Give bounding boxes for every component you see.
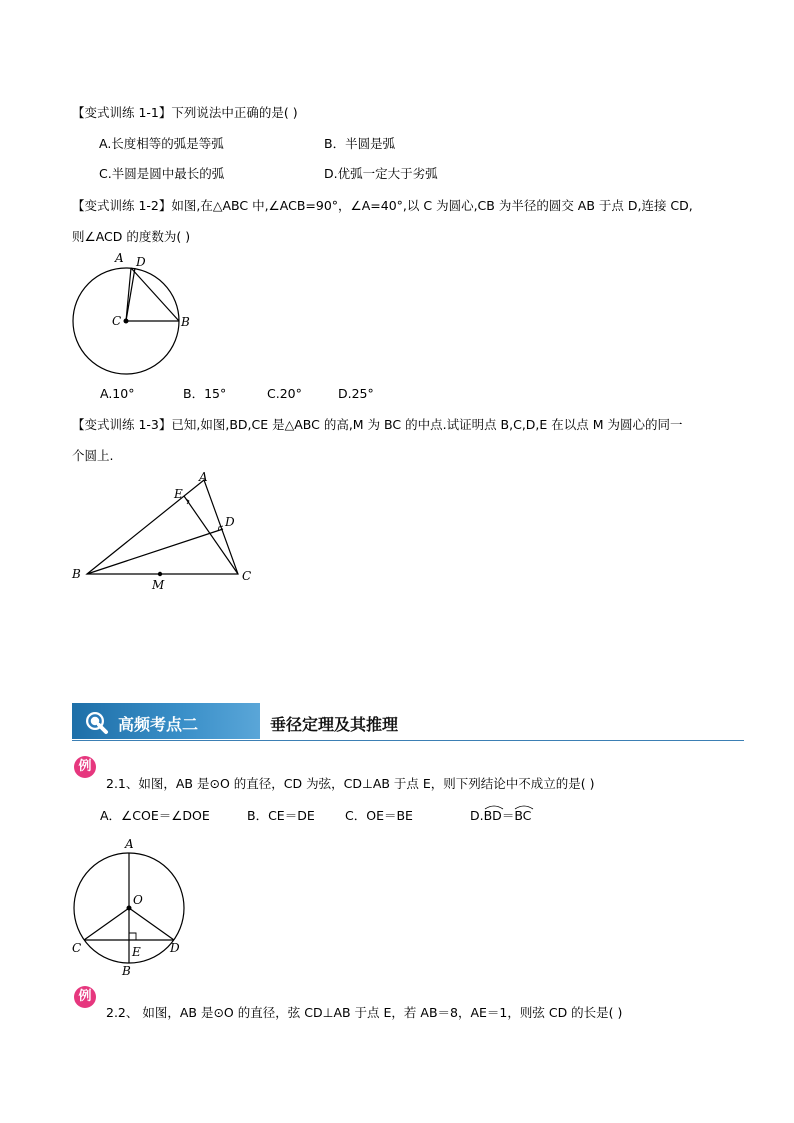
label-e: E: [132, 945, 141, 959]
label-d: D: [136, 255, 146, 269]
example-2-1-option-b: B．CE＝DE: [247, 808, 315, 823]
example-2-1-option-d: D. BD＝ BC: [470, 808, 532, 823]
label-b: B: [122, 964, 131, 978]
exercise-1-3-stem-line2: 个圆上.: [72, 448, 114, 463]
exercise-1-1-option-d: D.优弧一定大于劣弧: [324, 166, 438, 181]
label-e: E: [174, 487, 183, 501]
label-c: C: [242, 569, 252, 583]
circle-figure-1-2: [70, 250, 200, 380]
label-a: A: [199, 470, 208, 484]
exercise-1-1-option-a: A.长度相等的弧是等弧: [99, 136, 224, 151]
magnifier-icon: [82, 709, 112, 735]
banner-title: 高频考点二: [118, 715, 199, 734]
exercise-1-1-stem: 【变式训练 1-1】下列说法中正确的是( ): [72, 105, 298, 120]
exercise-1-1-option-b: B．半圆是弧: [324, 136, 396, 151]
exercise-1-2-stem-line1: 【变式训练 1-2】如图,在△ABC 中,∠ACB=90°，∠A=40°,以 C 为圆心,CB 为半径的圆交 AB 于点 D,连接 CD,: [72, 198, 693, 213]
exercise-1-2-option-c: C.20°: [267, 386, 302, 401]
triangle-figure-1-3: [68, 470, 258, 595]
label-a: A: [125, 837, 134, 851]
exercise-1-1-option-c: C.半圆是圆中最长的弧: [99, 166, 225, 181]
example-2-1-option-a: A．∠COE＝∠DOE: [100, 808, 210, 823]
circle-figure-2-1: [66, 832, 196, 980]
label-c: C: [112, 314, 122, 328]
exercise-1-2-option-b: B．15°: [183, 386, 227, 401]
section-divider: [72, 740, 744, 741]
label-a: A: [115, 251, 124, 265]
label-o: O: [133, 893, 143, 907]
label-b: B: [181, 315, 190, 329]
label-c: C: [72, 941, 82, 955]
label-d: D: [225, 515, 235, 529]
example-badge: 例: [74, 756, 96, 778]
label-m: M: [152, 578, 165, 592]
example-2-1-option-c: C．OE＝BE: [345, 808, 413, 823]
exercise-1-2-option-a: A.10°: [100, 386, 135, 401]
label-b: B: [72, 567, 81, 581]
arc-bd: BD: [483, 808, 502, 823]
option-d-prefix: D.: [470, 808, 484, 823]
arc-bc: BC: [514, 808, 532, 823]
example-2-2-stem: 2.2、 如图，AB 是⊙O 的直径，弦 CD⊥AB 于点 E，若 AB＝8，AE＝1，则弦 CD 的长是( ): [106, 1005, 623, 1020]
exercise-1-3-stem-line1: 【变式训练 1-3】已知,如图,BD,CE 是△ABC 的高,M 为 BC 的中点.试证明点 B,C,D,E 在以点 M 为圆心的同一: [72, 417, 683, 432]
exercise-1-2-option-d: D.25°: [338, 386, 374, 401]
section-title: 垂径定理及其推理: [270, 715, 399, 734]
example-2-1-stem: 2.1、如图，AB 是⊙O 的直径，CD 为弦，CD⊥AB 于点 E，则下列结论中不成立的是( ): [106, 776, 595, 791]
exercise-1-2-stem-line2: 则∠ACD 的度数为( ): [72, 229, 191, 244]
label-d: D: [170, 941, 180, 955]
example-badge: 例: [74, 986, 96, 1008]
